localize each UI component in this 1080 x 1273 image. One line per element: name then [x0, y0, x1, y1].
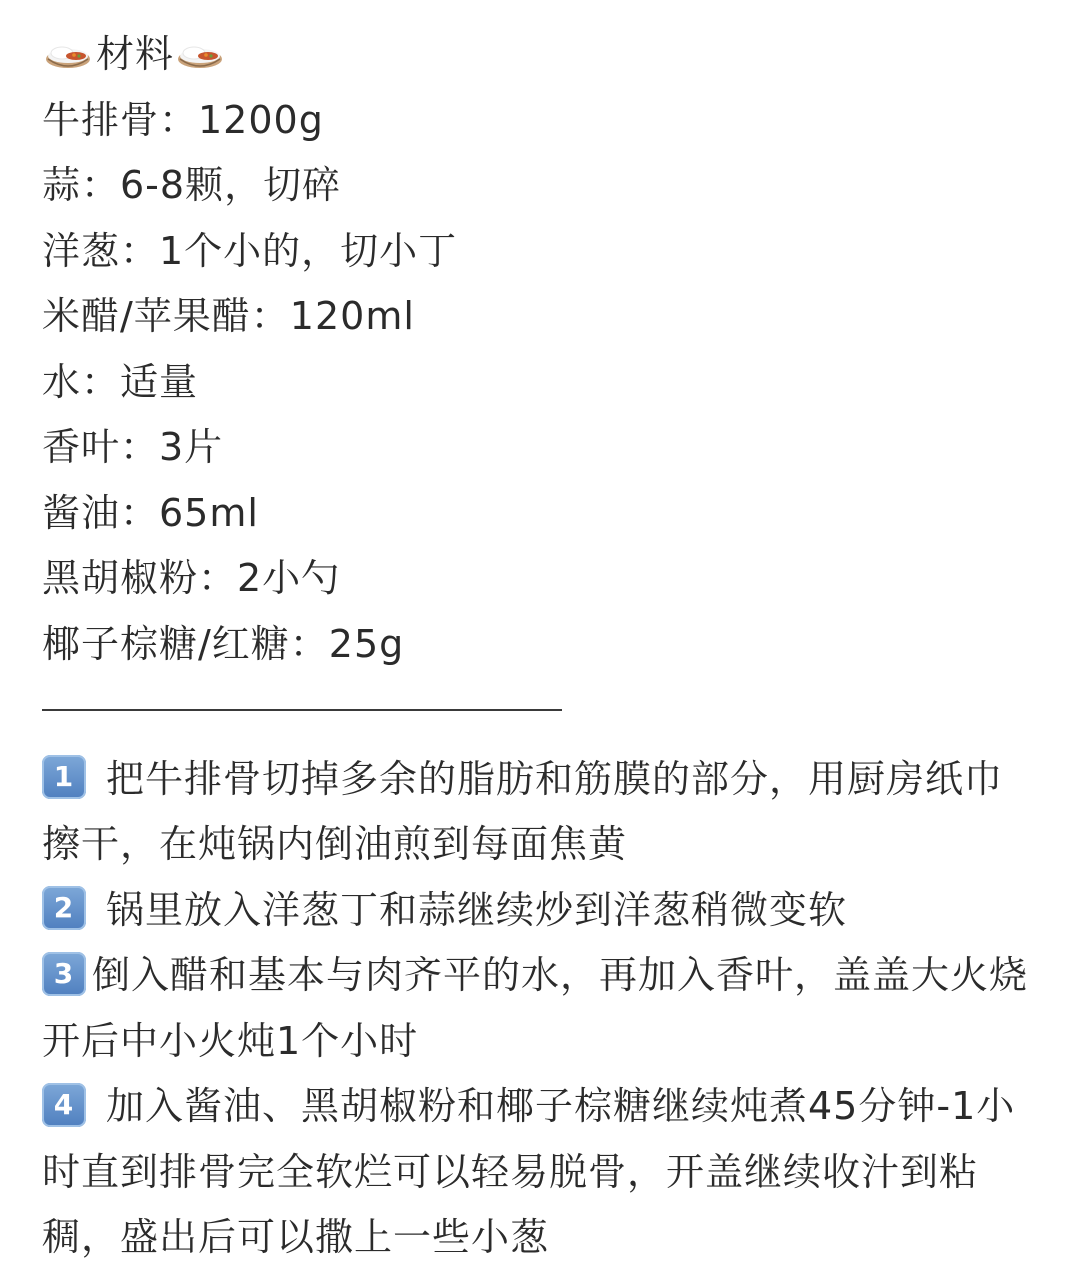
curry-rice-icon — [176, 37, 224, 73]
section-title — [42, 22, 1038, 88]
ingredient-line: 椰子棕糖/红糖：25g — [42, 621, 405, 666]
section-title-text: 材料 — [96, 32, 175, 76]
keycap-digit-icon: 4 — [42, 1083, 86, 1127]
ingredient-line: 蒜：6-8颗，切碎 — [42, 163, 342, 207]
ingredient-line: 香叶：3片 — [42, 425, 224, 469]
divider — [42, 677, 1038, 743]
keycap-digit-icon: 1 — [42, 755, 86, 799]
step-item — [42, 1074, 1038, 1271]
step-item — [42, 878, 1038, 944]
step-text: 把牛排骨切掉多余的脂肪和筋膜的部分，用厨房纸巾擦干，在炖锅内倒油煎到每面焦黄 — [42, 756, 1004, 866]
step-text: 加入酱油、黑胡椒粉和椰子棕糖继续炖煮45分钟-1小时直到排骨完全软烂可以轻易脱骨，开盖继续收汁到粘稠，盛出后可以撒上一些小葱 — [42, 1084, 1016, 1259]
step-text: 锅里放入洋葱丁和蒜继续炒到洋葱稍微变软 — [106, 887, 848, 932]
step-item — [42, 943, 1038, 1074]
ingredient-line: 米醋/苹果醋：120ml — [42, 294, 415, 338]
step-item — [42, 747, 1038, 878]
ingredient-line: 水：适量 — [42, 359, 199, 404]
keycap-digit-icon: 2 — [42, 886, 86, 930]
divider-rule — [42, 709, 562, 711]
step-text: 倒入醋和基本与肉齐平的水，再加入香叶，盖盖大火烧开后中小火炖1个小时 — [42, 953, 1029, 1063]
ingredient-line: 黑胡椒粉：2小勺 — [42, 556, 341, 600]
ingredient-line: 牛排骨：1200g — [42, 97, 324, 142]
keycap-digit-icon: 3 — [42, 952, 86, 996]
ingredient-line: 酱油：65ml — [42, 490, 259, 535]
ingredient-line: 洋葱：1个小的，切小丁 — [42, 228, 458, 273]
curry-rice-icon — [44, 37, 92, 73]
